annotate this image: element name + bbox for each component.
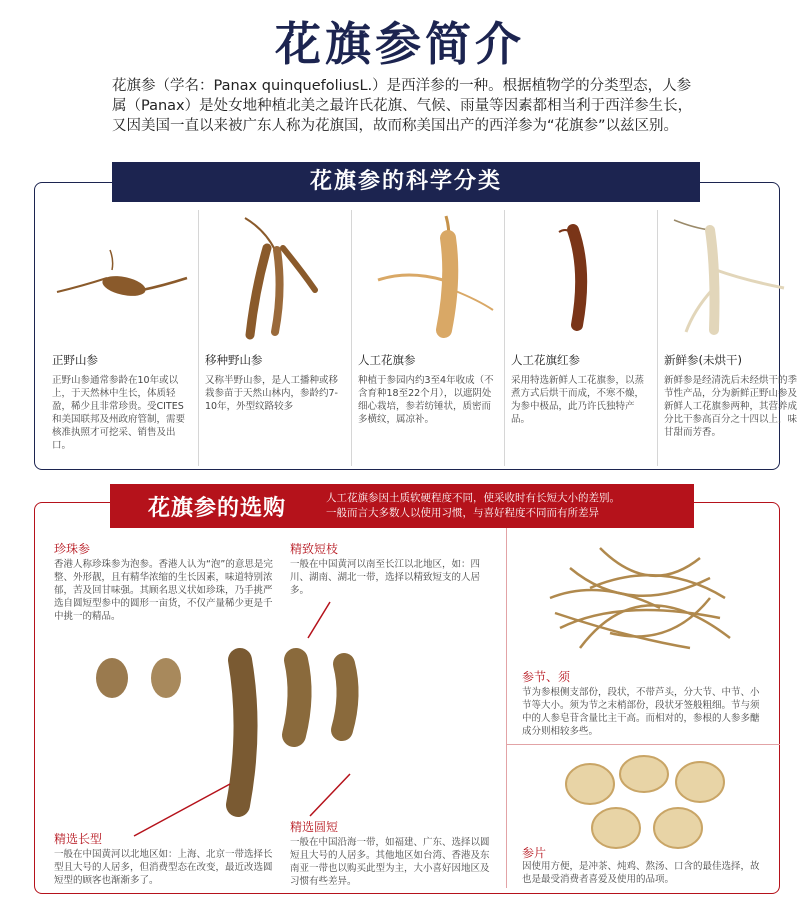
root-hairs-image: [540, 538, 740, 658]
category-name-fine-short: 精致短枝: [290, 542, 339, 556]
pointer-line-long: [130, 780, 240, 840]
type-name: 新鲜参(未烘干): [664, 353, 742, 367]
divider-vertical: [506, 528, 507, 888]
type-cultivated: [352, 210, 505, 466]
type-desc: 种植于参园内约3至4年收成（不含育种18至22个月），以遮阴处细心栽培，参若纺锤状，质密而多横纹，属凉补。: [358, 375, 494, 425]
selection-title: 花旗参的选购: [148, 495, 287, 521]
selection-subtitle: [322, 491, 620, 521]
type-desc: 又称半野山参，是人工播种或移栽参苗于天然山林内，参龄约7-10年，外型纹路较多: [205, 375, 339, 412]
category-desc-slices: 因使用方便，是冲茶、炖鸡、熬汤、口含的最佳选择，故也是最受消费者喜爱及使用的品项。: [522, 861, 760, 885]
intro-paragraph: 花旗参（学名：Panax quinquefoliusL.）是西洋参的一种。根据植物学的分类型态，人参属（Panax）是处女地种植北美之最许氏花旗、气候、雨量等因素都相当利于西洋参生长，又因美国一直以来被广东人称为花旗国，故而称美国出产的西洋参为“花旗参”以兹区别。: [112, 78, 693, 134]
type-wild: [46, 210, 199, 466]
selection-subtitle-line1: 人工花旗参因土质软硬程度不同，使采收时有长短大小的差别。: [326, 492, 620, 504]
classification-header: 花旗参的科学分类: [112, 162, 700, 202]
pointer-line-round-short: [300, 770, 360, 820]
root-slices-image: [560, 752, 730, 852]
category-name-joints: 参节、须: [522, 670, 571, 684]
category-name-round-short: 精选圆短: [290, 820, 339, 834]
divider-horizontal: [506, 744, 780, 745]
category-desc-round-short: 一般在中国沿海一带，如福建、广东、选择以圆短且大号的人居多。其他地区如台湾、香港及东南亚一带也以购买此型为主，大小喜好因地区及习惯有些差异。: [290, 837, 490, 887]
type-red: [505, 210, 658, 466]
selection-header: [110, 484, 694, 528]
category-desc-long: 一般在中国黄河以北地区如：上海、北京一带选择长型且大号的人居多，但消费型态在改变，最近改选圆短型的顾客也渐渐多了。: [54, 849, 273, 886]
type-name: 人工花旗红参: [511, 353, 580, 367]
root-image-fresh: [664, 210, 800, 340]
selection-subtitle-line2: 一般而言大多数人以使用习惯，与喜好程度不同而有所差异: [326, 507, 599, 519]
type-name: 人工花旗参: [358, 353, 416, 367]
type-fresh: [658, 210, 800, 466]
type-desc: 采用特选新鲜人工花旗参，以蒸煮方式后烘干而成，不寒不燥，为参中极品，此乃许氏独特产品。: [511, 375, 645, 425]
type-name: 移种野山参: [205, 353, 263, 367]
page-title: 花旗参简介: [275, 17, 525, 71]
category-desc-joints: 节为参根侧支部份，段状，不带芦头，分大节、中节、小节等大小。须为节之末梢部份，段状牙签般粗细。节与须中的人参皂苷含量比主干高。而相对的，参根的人参多醣成分则相较多些。: [522, 687, 760, 737]
root-image-cultivated: [358, 210, 498, 340]
pointer-line-fine-short: [300, 600, 340, 640]
classification-types: [46, 210, 798, 466]
root-image-wild: [52, 210, 192, 340]
type-semi-wild: [199, 210, 352, 466]
type-name: 正野山参: [52, 353, 98, 367]
type-desc: 新鲜参是经清洗后未经烘干的季节性产品，分为新鲜正野山参及新鲜人工花旗参两种，其营养成分比干参高百分之十四以上，味甘甜而芳香。: [664, 375, 798, 438]
type-desc: 正野山参通常参龄在10年或以上，于天然林中生长，体质轻盈，稀少且非常珍贵。受CITES和美国联邦及州政府管制，需要核准执照才可挖采、销售及出口。: [52, 375, 186, 451]
category-desc-fine-short: 一般在中国黄河以南至长江以北地区，如：四川、湖南、湖北一带，选择以精致短支的人居多。: [290, 559, 481, 596]
category-name-slices: 参片: [522, 846, 547, 860]
category-name-long: 精选长型: [54, 832, 103, 846]
category-name-pearl: 珍珠参: [54, 542, 91, 556]
category-desc-pearl: 香港人称珍珠参为泡参。香港人认为“泡”的意思是完整、外形靓，且有精华浓缩的生长因素，味道特别浓郁，苦及回甘味强。其顾名思义状如珍珠，乃手挑严选自圆短型参中的圆形一亩货，不仅产量稀少更是千中挑一的精品。: [54, 559, 273, 622]
root-image-red: [511, 210, 651, 340]
root-image-semi-wild: [205, 210, 345, 340]
